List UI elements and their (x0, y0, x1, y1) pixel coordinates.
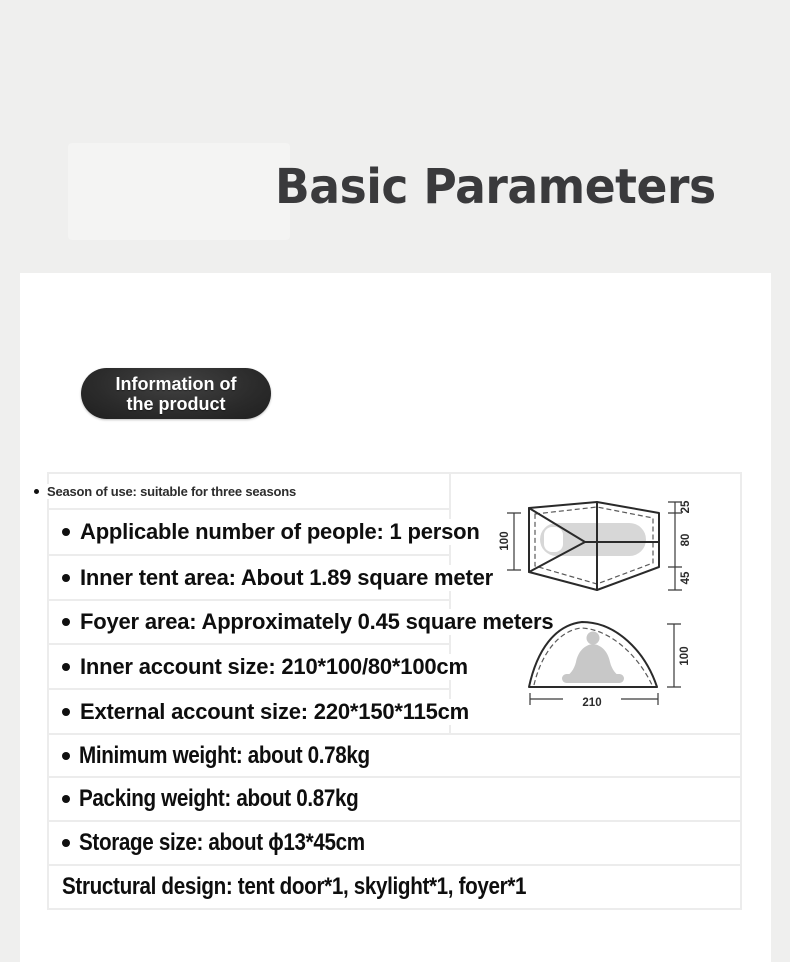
dim-label-inner-width: 100 (499, 531, 511, 551)
dim-label-45: 45 (680, 571, 692, 585)
spec-row-inner-area (49, 556, 493, 601)
spec-text: Foyer area: Approximately 0.45 square meters (80, 609, 554, 634)
bullet-dot (62, 839, 70, 847)
badge-line-2: the product (126, 393, 226, 414)
spec-text: Structural design: tent door*1, skylight*1, foyer*1 (62, 873, 527, 900)
spec-text: Minimum weight: about 0.78kg (79, 741, 370, 769)
spec-row-foyer-area (49, 601, 554, 645)
bullet-dot (34, 489, 39, 494)
spec-text: External account size: 220*150*115cm (80, 698, 470, 724)
spec-row-storage-size (49, 822, 740, 866)
spec-row-min-weight (49, 735, 740, 778)
spec-text: Inner account size: 210*100/80*100cm (80, 653, 468, 679)
product-info-card (20, 273, 771, 962)
page-title: Basic Parameters (275, 159, 716, 215)
bullet-dot (62, 574, 70, 582)
spec-row-inner-size (49, 645, 468, 690)
spec-table (47, 472, 742, 910)
spec-row-structure (49, 866, 740, 908)
header-watermark (68, 143, 290, 240)
bullet-dot (62, 528, 70, 536)
spec-row-people (49, 510, 480, 556)
spec-text: Packing weight: about 0.87kg (79, 785, 359, 812)
spec-text: Applicable number of people: 1 person (80, 519, 480, 544)
spec-text: Inner tent area: About 1.89 square meter (80, 564, 493, 590)
spec-row-packing-weight (49, 778, 740, 822)
product-info-badge (81, 368, 271, 419)
dim-label-width: 210 (582, 697, 602, 709)
bullet-dot (62, 618, 70, 626)
dim-label-height: 100 (679, 646, 691, 666)
spec-row-season (49, 474, 449, 510)
dim-label-80: 80 (680, 533, 692, 547)
dim-label-25: 25 (680, 500, 692, 514)
spec-row-external-size (49, 690, 470, 735)
spec-rows (49, 474, 740, 908)
bullet-dot (62, 752, 70, 760)
bullet-dot (62, 663, 70, 671)
badge-line-1: Information of (115, 373, 237, 394)
bullet-dot (62, 795, 70, 803)
bullet-dot (62, 708, 70, 716)
spec-text: Storage size: about ϕ13*45cm (79, 829, 365, 856)
spec-text: Season of use: suitable for three seasons (47, 483, 296, 499)
